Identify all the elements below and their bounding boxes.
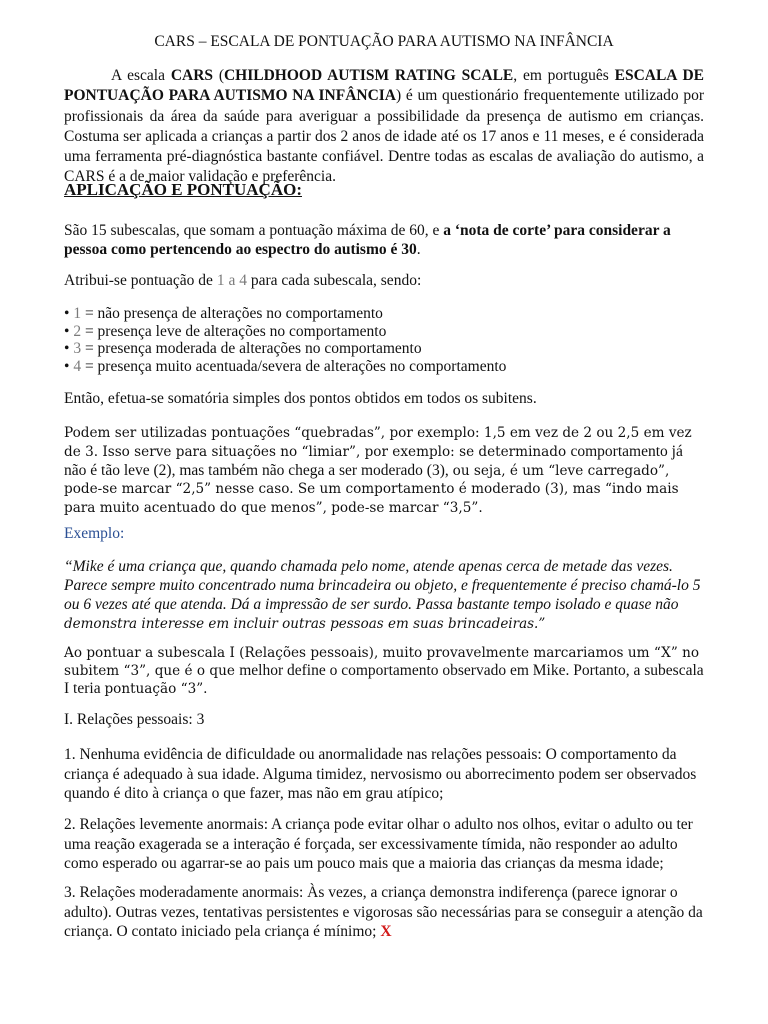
scoring-example-text: melhor define o comportamento observado em Mike. Portanto, a subescala I teria xyxy=(64,662,704,698)
quote-text: “Mike é uma criança que, quando chamada pelo nome, atende apenas cerca de metade das vezes. Parece sempre muito concentrado numa brincadeira ou objeto, e frequentemente é preciso chamá-lo 5 ou 6 vezes até que atenda. Dá a impressão de ser surdo. Passa bastante tempo isolado e quase não xyxy=(64,558,701,613)
document-title: CARS – ESCALA DE PONTUAÇÃO PARA AUTISMO NA INFÂNCIA xyxy=(154,33,614,50)
broken-text: comportamento já não é tão leve (2), mas também não chega a ser moderado (3), xyxy=(64,442,683,479)
subscale-item-3 xyxy=(64,883,704,942)
score-description: = presença leve de alterações no comportamento xyxy=(81,322,387,340)
scoring-text: Atribui-se pontuação de xyxy=(64,272,217,289)
subscales-text: São 15 subescalas, que somam a pontuação máxima de 60, e xyxy=(64,222,444,239)
intro-text: ) é um questionário frequentemente utilizado por profissionais da área da saúde para averiguar a possibilidade da presença de autismo em crianças. Costuma ser aplicada a crianças a partir dos 2 anos de idade até os 17 anos e 11 meses, e é considerada uma ferramenta pré-diagnóstica bastante confiável. Dentre todas as escalas de avaliação do autismo, a CARS é a de maior validação e preferência. xyxy=(64,87,704,186)
list-item xyxy=(64,340,704,358)
score-number: 4 xyxy=(73,357,82,375)
subscale-item-1: 1. Nenhuma evidência de dificuldade ou anormalidade nas relações pessoais: O comportamento da criança é adequado à sua idade. Alguma timidez, nervosismo ou aborrecimento podem ser observados quando é dito à criança o que fazer, mas não em grau atípico; xyxy=(64,746,697,802)
scoring-example-text: pontuação “3”. xyxy=(104,681,208,698)
section-heading: APLICAÇÃO E PONTUAÇÃO: xyxy=(64,180,302,199)
list-item xyxy=(64,323,704,341)
scoring-example-text: Ao pontuar a subescala I (Relações pessoais), muito provavelmente marcariamos um “X” no subitem “3”, que é o que xyxy=(64,645,700,680)
score-list xyxy=(64,305,704,375)
subscale-title: I. Relações pessoais: 3 xyxy=(64,711,205,728)
cars-acronym: CARS xyxy=(170,67,214,84)
intro-text: , em português xyxy=(513,67,615,84)
subscales-text: . xyxy=(416,241,421,258)
scoring-example-paragraph xyxy=(64,644,704,699)
selected-mark: X xyxy=(380,923,392,940)
example-label: Exemplo: xyxy=(64,525,125,542)
list-item xyxy=(64,305,704,323)
score-description: = presença moderada de alterações no comportamento xyxy=(81,340,422,357)
intro-text: A escala xyxy=(111,67,171,84)
list-item xyxy=(64,358,704,376)
subscales-paragraph xyxy=(64,221,704,259)
item-text: 3. Relações moderadamente anormais: Às vezes, a criança demonstra indiferença (parece ignorar o adulto). Outras vezes, tentativas persistentes e vigorosas são necessárias para se conseguir a atenção da criança. O contato iniciado pela criança é mínimo; xyxy=(64,884,703,940)
broken-scores-paragraph xyxy=(64,424,704,518)
cars-portuguese-name: ESCALA DE PONTUAÇÃO PARA AUTISMO NA INFÂNCIA xyxy=(64,67,704,105)
intro-text: ( xyxy=(213,67,224,84)
score-number: 2 xyxy=(73,322,82,340)
score-number: 1 xyxy=(73,305,82,322)
scoring-intro xyxy=(64,272,704,290)
cutoff-note: a ‘nota de corte’ para considerar a pessoa como pertencendo ao espectro do autismo é 30 xyxy=(64,222,671,258)
subscale-item-2: 2. Relações levemente anormais: A criança pode evitar olhar o adulto nos olhos, evitar o adulto ou ter uma reação exagerada se a interação é forçada, ser excessivamente tímida, não responder ao adulto como esperado ou agarrar-se ao pais um pouco mais que a maioria das crianças da mesma idade; xyxy=(64,816,693,872)
broken-text: ou seja, é um “leve carregado”, pode-se marcar “2,5” nesse caso. Se um comportamento é moderado (3), mas “indo mais para muito acentuado do que menos”, pode-se marcar “3,5”. xyxy=(64,462,679,517)
score-description: = não presença de alterações no comportamento xyxy=(81,305,383,322)
broken-text: Podem ser utilizadas pontuações “quebradas”, por exemplo: 1,5 em vez de 2 ou 2,5 em vez de 3. Isso serve para situações no “limiar”, por exemplo: se determinado xyxy=(64,425,692,460)
intro-paragraph xyxy=(64,66,704,188)
quote-text: demonstra interesse em incluir outras pessoas em suas brincadeiras.” xyxy=(64,616,546,632)
cars-full-name: CHILDHOOD AUTISM RATING SCALE xyxy=(223,67,514,84)
scoring-text: para cada subescala, sendo: xyxy=(246,272,422,289)
score-description: = presença muito acentuada/severa de alterações no comportamento xyxy=(81,357,507,375)
sum-paragraph: Então, efetua-se somatória simples dos pontos obtidos em todos os subitens. xyxy=(64,390,537,407)
score-number: 3 xyxy=(73,340,82,357)
score-range: 1 a 4 xyxy=(216,272,247,289)
example-quote xyxy=(64,557,704,634)
